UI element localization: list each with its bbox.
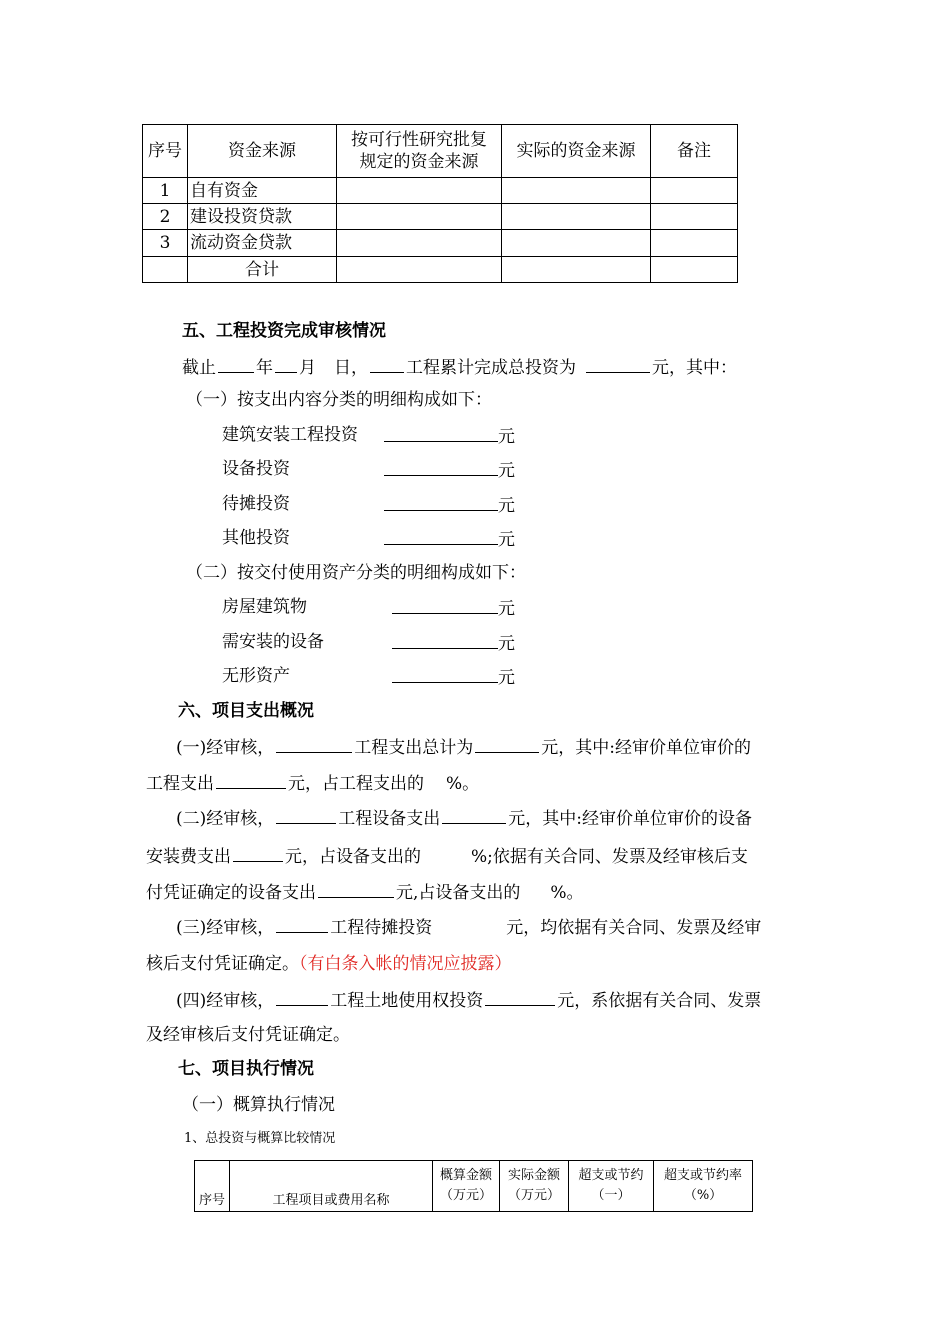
- section6-p3-line1: (三)经审核， 工程待摊投资 元，均依据有关合同、发票及经审: [176, 915, 761, 939]
- blank-year: [218, 355, 254, 373]
- header-funding-source: 资金来源: [188, 125, 337, 178]
- item-install-equipment-value: 元: [392, 631, 515, 655]
- item-construction: 建筑安装工程投资: [222, 425, 358, 445]
- table-row: [143, 204, 738, 230]
- text: 截止: [182, 358, 216, 378]
- text: 月: [299, 358, 316, 378]
- blank-project: [370, 355, 404, 373]
- total-label: 合计: [188, 257, 337, 283]
- item-construction-value: 元: [384, 424, 515, 448]
- header-serial: 序号: [143, 125, 188, 178]
- header-over-save-rate: 超支或节约率 （%）: [654, 1161, 753, 1212]
- cell-approved: [337, 230, 502, 257]
- item-buildings-value: 元: [392, 596, 515, 620]
- row-name: 建设投资贷款: [188, 204, 337, 230]
- blank-month: [275, 355, 297, 373]
- section6-p2-line2: 安装费支出 元，占设备支出的 %;依据有关合同、发票及经审核后支: [146, 844, 748, 868]
- section6-p1-line1: (一)经审核， 工程支出总计为 元，其中:经审价单位审价的: [176, 735, 751, 759]
- row-serial: 2: [143, 204, 188, 230]
- section6-p3-line2: 核后支付凭证确定。（有白条入帐的情况应披露）: [146, 954, 512, 974]
- row-name: 自有资金: [188, 178, 337, 204]
- cell-approved: [337, 204, 502, 230]
- section6-p2-line3: 付凭证确定的设备支出 元,占设备支出的 %。: [146, 880, 584, 904]
- section5-line1: [182, 355, 737, 379]
- item-deferred-value: 元: [384, 493, 515, 517]
- cell-approved: [337, 178, 502, 204]
- section7-sub2: 1、总投资与概算比较情况: [184, 1131, 336, 1146]
- section7-sub1: （一）概算执行情况: [182, 1095, 335, 1115]
- section5-title: 五、工程投资完成审核情况: [182, 321, 386, 341]
- header-actual-source: 实际的资金来源: [502, 125, 651, 178]
- section5-sub2: （二）按交付使用资产分类的明细构成如下：: [186, 563, 526, 583]
- row-name: 流动资金贷款: [188, 230, 337, 257]
- row-serial: 1: [143, 178, 188, 204]
- text: 年: [256, 358, 273, 378]
- header-actual: 实际金额 （万元）: [500, 1161, 569, 1212]
- header-serial: 序号: [195, 1161, 230, 1212]
- section7-title: 七、项目执行情况: [178, 1059, 314, 1079]
- item-install-equipment: 需安装的设备: [222, 632, 324, 652]
- section5-sub1: （一）按支出内容分类的明细构成如下：: [186, 390, 492, 410]
- item-other-value: 元: [384, 527, 515, 551]
- budget-comparison-table: [194, 1160, 753, 1212]
- header-approved-source-line1: 按可行性研究批复: [351, 130, 487, 150]
- cell-empty: [143, 257, 188, 283]
- section6-p4-line2: 及经审核后支付凭证确定。: [146, 1025, 350, 1045]
- blank-total: [586, 355, 650, 373]
- header-approved-source: [337, 125, 502, 178]
- table-row-total: [143, 257, 738, 283]
- text: 工程累计完成总投资为: [406, 358, 576, 378]
- cell-remark: [651, 178, 738, 204]
- cell-remark: [651, 257, 738, 283]
- cell-actual: [502, 178, 651, 204]
- section6-title: 六、项目支出概况: [178, 701, 314, 721]
- cell-actual: [502, 257, 651, 283]
- section6-p4-line1: (四)经审核， 工程土地使用权投资 元，系依据有关合同、发票: [176, 988, 761, 1012]
- header-project-name: 工程项目或费用名称: [230, 1161, 433, 1212]
- header-remarks: 备注: [651, 125, 738, 178]
- header-approved-source-line2: 规定的资金来源: [359, 152, 479, 172]
- section6-p2-line1: (二)经审核， 工程设备支出 元，其中:经审价单位审价的设备: [176, 806, 752, 830]
- red-note: （有白条入帐的情况应披露）: [299, 954, 512, 974]
- item-buildings: 房屋建筑物: [222, 597, 307, 617]
- item-equipment: 设备投资: [222, 459, 290, 479]
- row-serial: 3: [143, 230, 188, 257]
- item-deferred: 待摊投资: [222, 494, 290, 514]
- text: 元，其中：: [652, 358, 737, 378]
- table-row: [143, 230, 738, 257]
- cell-actual: [502, 204, 651, 230]
- section6-p1-line2: 工程支出 元，占工程支出的 %。: [146, 771, 479, 795]
- table-row: [143, 178, 738, 204]
- cell-remark: [651, 204, 738, 230]
- cell-approved: [337, 257, 502, 283]
- item-intangible-value: 元: [392, 665, 515, 689]
- header-budget: 概算金额 （万元）: [433, 1161, 500, 1212]
- item-equipment-value: 元: [384, 458, 515, 482]
- item-other: 其他投资: [222, 528, 290, 548]
- cell-remark: [651, 230, 738, 257]
- item-intangible: 无形资产: [222, 666, 290, 686]
- text: 日，: [334, 358, 368, 378]
- funding-source-table: [142, 124, 738, 283]
- cell-actual: [502, 230, 651, 257]
- header-over-save: 超支或节约 （一）: [569, 1161, 654, 1212]
